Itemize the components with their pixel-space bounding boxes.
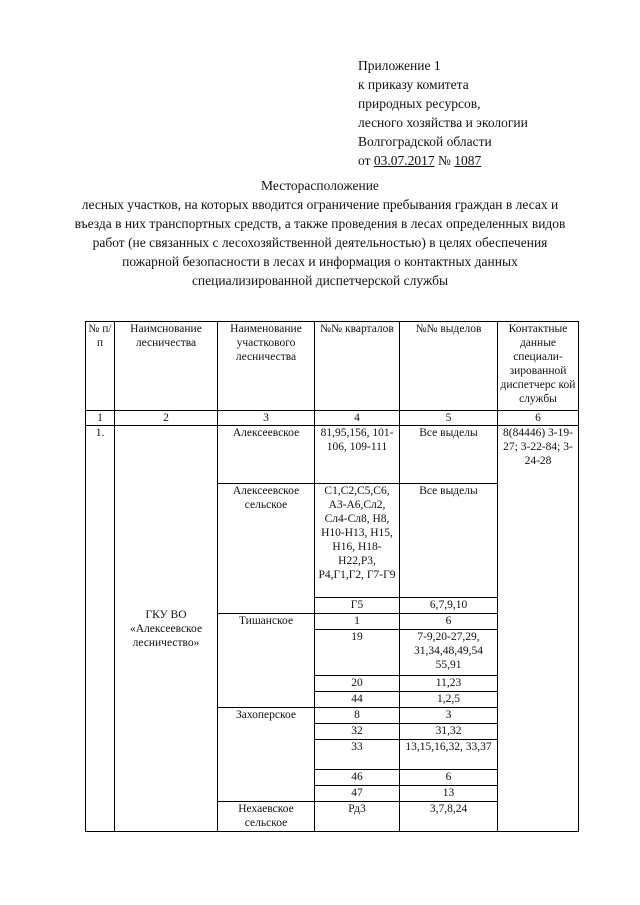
quarters-cell: 47 — [315, 786, 400, 802]
header-cell: Контактные данные специали-зированной диспетчерс кой службы — [498, 322, 579, 411]
row-number: 1. — [86, 426, 115, 832]
appendix-line: Приложение 1 — [358, 58, 441, 73]
table-row — [86, 426, 579, 484]
quarters-cell: 19 — [315, 630, 400, 676]
column-number-row — [86, 411, 579, 426]
column-number: 4 — [315, 411, 400, 426]
document-title — [70, 176, 570, 290]
contact-data: 8(84446) 3-19-27; 3-22-84; 3-24-28 — [498, 426, 579, 832]
sections-cell: 6,7,9,10 — [400, 598, 498, 614]
sections-cell: 13 — [400, 786, 498, 802]
order-reference — [358, 151, 528, 170]
forestry-name: ГКУ ВО «Алексеевское лесничество» — [115, 426, 218, 832]
district-name: Алексеевское сельское — [218, 484, 315, 614]
order-number-sign: № — [437, 153, 451, 168]
header-cell: Наимснование лесничества — [115, 322, 218, 411]
column-number: 1 — [86, 411, 115, 426]
district-name: Захоперское — [218, 708, 315, 802]
sections-cell: 7-9,20-27,29, 31,34,48,49,54 55,91 — [400, 630, 498, 676]
order-number: 1087 — [454, 153, 482, 168]
order-from: от — [358, 153, 371, 168]
appendix-block — [358, 56, 528, 170]
sections-cell: Все выделы — [400, 426, 498, 484]
appendix-line: лесного хозяйства и экологии — [358, 115, 528, 130]
district-name: Нехаевское сельское — [218, 802, 315, 832]
sections-cell: 31,32 — [400, 724, 498, 740]
column-number: 6 — [498, 411, 579, 426]
sections-cell: 6 — [400, 614, 498, 630]
quarters-cell: Г5 — [315, 598, 400, 614]
column-number: 3 — [218, 411, 315, 426]
forest-sites-table — [85, 321, 579, 832]
quarters-cell: 20 — [315, 676, 400, 692]
header-cell: №№ кварталов — [315, 322, 400, 411]
header-cell: Наименование участкового лесничества — [218, 322, 315, 411]
sections-cell: Все выделы — [400, 484, 498, 598]
table-header-row — [86, 322, 579, 411]
quarters-cell: С1,С2,С5,С6, А3-А6,Сл2, Сл4-Сл8, Н8, Н10-Н13, Н15, Н16, Н18-Н22,Р3, Р4,Г1,Г2, Г7-Г9 — [315, 484, 400, 598]
quarters-cell: 8 — [315, 708, 400, 724]
quarters-cell: Рд3 — [315, 802, 400, 832]
sections-cell: 1,2,5 — [400, 692, 498, 708]
quarters-cell: 44 — [315, 692, 400, 708]
sections-cell: 6 — [400, 770, 498, 786]
order-date: 03.07.2017 — [373, 153, 435, 168]
title-body: лесных участков, на которых вводится ограничение пребывания граждан в лесах и въезда в них транспортных средств, а также проведения в лесах определенных видов работ (не связанных с лесохозяйственной деятельностью) в целях обеспечения пожарной безопасности в лесах и информация о контактных данных специализированной диспетчерской службы — [74, 197, 566, 288]
district-name: Алексеевское — [218, 426, 315, 484]
sections-cell: 13,15,16,32, 33,37 — [400, 740, 498, 770]
quarters-cell: 46 — [315, 770, 400, 786]
header-cell: № п/п — [86, 322, 115, 411]
title-heading: Месторасположение — [261, 178, 379, 193]
column-number: 2 — [115, 411, 218, 426]
appendix-line: к приказу комитета — [358, 77, 469, 92]
quarters-cell: 81,95,156, 101-106, 109-111 — [315, 426, 400, 484]
sections-cell: 3,7,8,24 — [400, 802, 498, 832]
district-name: Тишанское — [218, 614, 315, 708]
sections-cell: 3 — [400, 708, 498, 724]
appendix-line: Волгоградской области — [358, 134, 492, 149]
sections-cell: 11,23 — [400, 676, 498, 692]
column-number: 5 — [400, 411, 498, 426]
header-cell: №№ выделов — [400, 322, 498, 411]
appendix-line: природных ресурсов, — [358, 96, 481, 111]
quarters-cell: 33 — [315, 740, 400, 770]
quarters-cell: 1 — [315, 614, 400, 630]
quarters-cell: 32 — [315, 724, 400, 740]
